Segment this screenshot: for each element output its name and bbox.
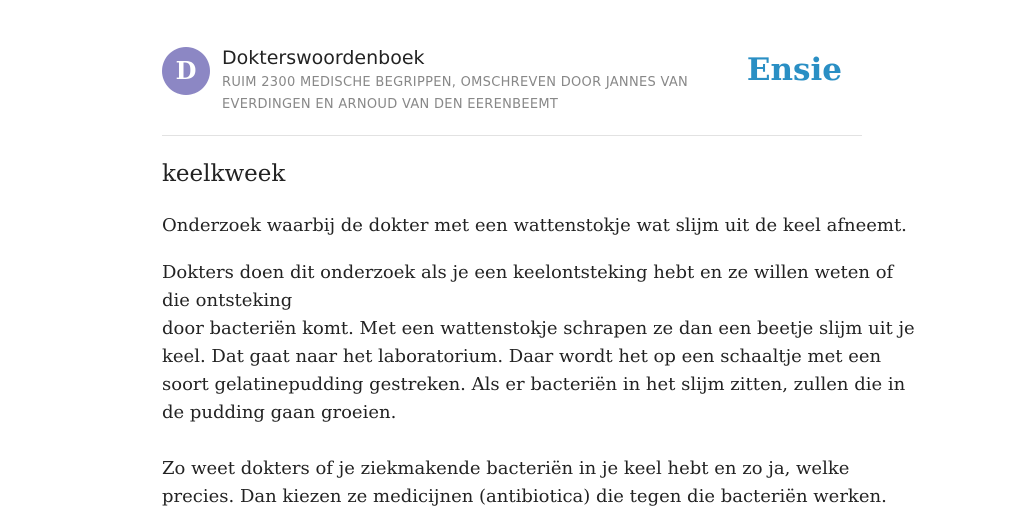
dictionary-header: [162, 0, 862, 136]
entry-body: [162, 259, 915, 511]
body-line: de pudding gaan groeien.: [162, 402, 397, 423]
entry-term: keelkweek: [162, 161, 286, 187]
body-line: keel. Dat gaat naar het laboratorium. Daar wordt het op een schaaltje met een: [162, 346, 882, 367]
body-line: precies. Dan kiezen ze medicijnen (antibiotica) die tegen die bacteriën werken.: [162, 486, 887, 507]
entry-definition: Onderzoek waarbij de dokter met een wattenstokje wat slijm uit de keel afneemt.: [162, 215, 907, 236]
page: [162, 0, 915, 507]
body-line: door bacteriën komt. Met een wattenstokje schrapen ze dan een beetje slijm uit je: [162, 318, 915, 339]
body-line: Dokters doen dit onderzoek als je een keelontsteking hebt en ze willen weten of: [162, 262, 894, 283]
paragraph-gap: [162, 427, 862, 455]
body-line: die ontsteking: [162, 290, 293, 311]
dictionary-subtitle: RUIM 2300 MEDISCHE BEGRIPPEN, OMSCHREVEN DOOR JANNES VAN EVERDINGEN EN ARNOUD VAN DEN EERENBEEMT: [222, 75, 689, 112]
body-line: Zo weet dokters of je ziekmakende bacteriën in je keel hebt en zo ja, welke: [162, 458, 850, 479]
dictionary-avatar[interactable]: D: [162, 47, 210, 95]
dictionary-title[interactable]: Dokterswoordenboek: [222, 47, 425, 69]
ensie-logo-link[interactable]: Ensie: [746, 52, 842, 88]
body-line: soort gelatinepudding gestreken. Als er bacteriën in het slijm zitten, zullen die in: [162, 374, 906, 395]
